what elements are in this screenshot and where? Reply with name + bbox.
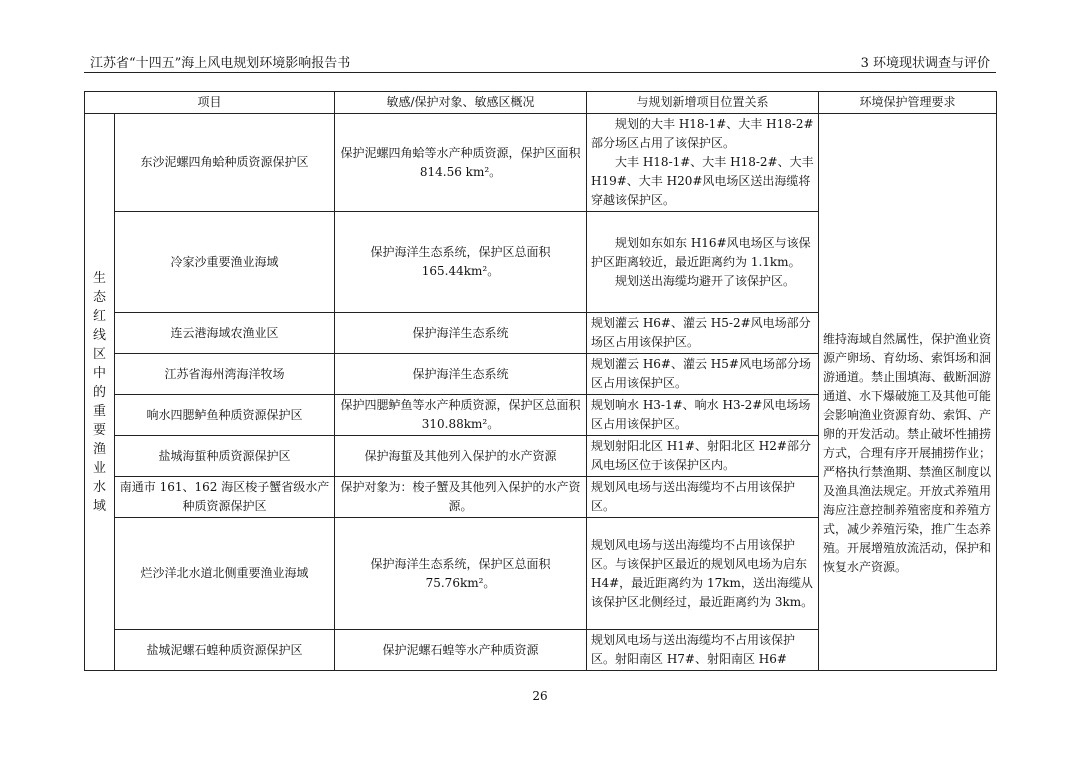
row-protect: 保护海洋生态系统: [335, 354, 587, 395]
row-protect: 保护泥螺石蝗等水产种质资源: [335, 630, 587, 671]
row-relation: 规划的大丰 H18-1#、大丰 H18-2#部分场区占用了该保护区。 大丰 H18-1#、大丰 H18-2#、大丰 H19#、大丰 H20#风电场区送出海缆将穿越该保护区。: [587, 114, 819, 212]
row-protect: 保护海蜇及其他列入保护的水产资源: [335, 436, 587, 477]
row-protect: 保护对象为：梭子蟹及其他列入保护的水产资源。: [335, 477, 587, 518]
row-protect: 保护海洋生态系统: [335, 313, 587, 354]
row-item: 连云港海域农渔业区: [115, 313, 335, 354]
requirement-cell: 维持海域自然属性，保护渔业资源产卵场、育幼场、索饵场和洄游通道。禁止围填海、截断洄游通道、水下爆破施工及其他可能会影响渔业资源育幼、索饵、产卵的开发活动。禁止破坏性捕捞方式，合理有序开展捕捞作业；严格执行禁渔期、禁渔区制度以及渔具渔法规定。开放式养殖用海应注意控制养殖密度和养殖方式，减少养殖污染，推广生态养殖。开展增殖放流活动，保护和恢复水产资源。: [819, 114, 997, 671]
row-item: 盐城海蜇种质资源保护区: [115, 436, 335, 477]
running-header-title: 江苏省“十四五”海上风电规划环境影响报告书: [90, 56, 351, 71]
row-item: 东沙泥螺四角蛤种质资源保护区: [115, 114, 335, 212]
row-protect: 保护四腮鲈鱼等水产种质资源，保护区总面积 310.88km²。: [335, 395, 587, 436]
row-item: 南通市 161、162 海区梭子蟹省级水产种质资源保护区: [115, 477, 335, 518]
header-rule: [84, 72, 996, 73]
row-relation: 规划风电场与送出海缆均不占用该保护区。射阳南区 H7#、射阳南区 H6#: [587, 630, 819, 671]
row-protect: 保护海洋生态系统，保护区总面积 165.44km²。: [335, 212, 587, 313]
table-header-row: [85, 92, 997, 114]
table-row: [85, 114, 997, 212]
row-protect: 保护海洋生态系统，保护区总面积 75.76km²。: [335, 518, 587, 630]
col-header-item: 项目: [85, 92, 335, 114]
col-header-relation: 与规划新增项目位置关系: [587, 92, 819, 114]
protection-zone-table: [84, 91, 997, 671]
row-item: 冷家沙重要渔业海域: [115, 212, 335, 313]
row-relation: 规划射阳北区 H1#、射阳北区 H2#部分风电场区位于该保护区内。: [587, 436, 819, 477]
row-item: 响水四腮鲈鱼种质资源保护区: [115, 395, 335, 436]
row-item: 江苏省海州湾海洋牧场: [115, 354, 335, 395]
col-header-protect: 敏感/保护对象、敏感区概况: [335, 92, 587, 114]
row-item: 盐城泥螺石蝗种质资源保护区: [115, 630, 335, 671]
row-relation: 规划风电场与送出海缆均不占用该保护区。: [587, 477, 819, 518]
row-item: 烂沙洋北水道北侧重要渔业海域: [115, 518, 335, 630]
row-relation: 规划灌云 H6#、灌云 H5#风电场部分场区占用该保护区。: [587, 354, 819, 395]
page-number: 26: [532, 689, 548, 703]
category-cell: 生态红线区中的重要渔业水域: [85, 114, 115, 671]
col-header-requirement: 环境保护管理要求: [819, 92, 997, 114]
row-relation: 规划响水 H3-1#、响水 H3-2#风电场场区占用该保护区。: [587, 395, 819, 436]
row-relation: 规划如东如东 H16#风电场区与该保护区距离较近，最近距离约为 1.1km。 规划送出海缆均避开了该保护区。: [587, 212, 819, 313]
row-relation: 规划灌云 H6#、灌云 H5-2#风电场部分场区占用该保护区。: [587, 313, 819, 354]
row-relation: 规划风电场与送出海缆均不占用该保护区。与该保护区最近的规划风电场为启东 H4#，最近距离约为 17km，送出海缆从该保护区北侧经过，最近距离约为 3km。: [587, 518, 819, 630]
row-protect: 保护泥螺四角蛤等水产种质资源，保护区面积 814.56 km²。: [335, 114, 587, 212]
running-header-section: 3 环境现状调查与评价: [860, 56, 990, 71]
